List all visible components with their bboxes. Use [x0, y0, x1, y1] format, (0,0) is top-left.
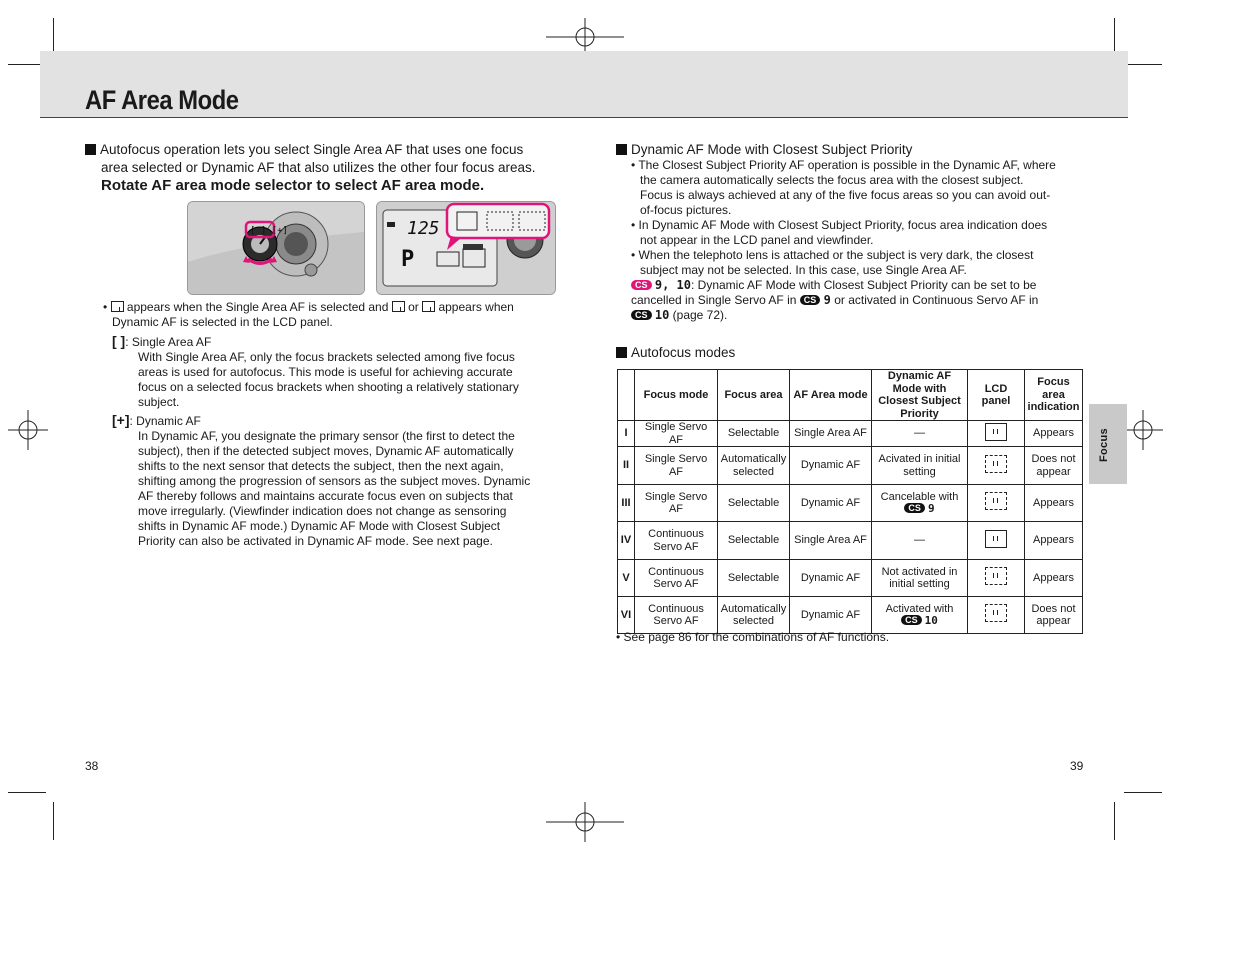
intro-paragraph: Autofocus operation lets you select Single Area AF that uses one focus area selected or Dynamic AF that also utilizes the other four focus areas.	[85, 141, 565, 176]
single-area-bracket-icon: [ ]	[112, 333, 126, 349]
lcd-dynamic-area-icon	[985, 455, 1007, 473]
single-area-icon	[111, 301, 124, 312]
lcd-single-area-icon	[985, 423, 1007, 441]
svg-text:125: 125	[407, 218, 440, 239]
svg-text:[ ] [+]: [ ] [+]	[250, 226, 288, 236]
column-header: Focus mode	[635, 370, 718, 421]
column-header: Focus area indication	[1025, 370, 1083, 421]
closest-subject-bullets	[631, 158, 1091, 278]
lcd-panel-photo	[376, 201, 556, 295]
list-item: • When the telephoto lens is attached or the subject is very dark, the closest subject may not be selected. In this case, use Single Area AF.	[631, 248, 1034, 277]
crop-mark	[1124, 64, 1162, 65]
table-header-row	[618, 370, 1083, 421]
lcd-dynamic-area-icon	[985, 567, 1007, 585]
column-header: Dynamic AF Mode with Closest Subject Priority	[872, 370, 968, 421]
table-row: V Continuous Servo AF Selectable Dynamic AF Not activated in initial setting Appears	[618, 560, 1083, 597]
lcd-dynamic-area-icon	[985, 492, 1007, 510]
table-row: I Single Servo AF Selectable Single Area AF — Appears	[618, 421, 1083, 447]
table-row: II Single Servo AF Automatically selected Dynamic AF Acivated in initial setting Does not appear	[618, 447, 1083, 485]
svg-text:P: P	[401, 247, 415, 272]
dynamic-area-icon	[422, 301, 435, 312]
registration-mark	[546, 802, 624, 842]
column-header: Focus area	[718, 370, 790, 421]
dynamic-area-section: [+]: Dynamic AF In Dynamic AF, you designate the primary sensor (the first to detect the subject), then if the detected subject moves, Dynamic AF automatically shifts to the next sensor that detects the subject, then the next again, shifting among the progression of sensors as the subject moves. Dynamic AF thereby follows and maintains accurate focus even on subjects that move irregularly. (Viewfinder indication does not change as sensoring shifts in Dynamic AF mode.) Dynamic AF Mode with Closest Subject Priority can also be activated in Dynamic AF mode. See next page.	[112, 413, 562, 549]
custom-setting-badge: CS	[800, 295, 821, 305]
custom-setting-note: CS 9, 10: Dynamic AF Mode with Closest Subject Priority can be set to be cancelled in Single Servo AF in CS 9 or activated in Continuous Servo AF in CS 10 (page 72).	[631, 278, 1039, 322]
dynamic-area-body: In Dynamic AF, you designate the primary sensor (the first to detect the subject), then if the detected subject moves, Dynamic AF automatically shifts to the next sensor that detects the subject, then the next again, shifting among the progression of sensors as the subject moves. Dynamic AF thereby follows and maintains accurate focus even on subjects that move irregularly. (Viewfinder indication does not change as sensoring shifts in Dynamic AF mode.) Dynamic AF Mode with Closest Subject Priority can also be activated in Dynamic AF mode. See next page.	[138, 429, 531, 548]
dynamic-area-bracket-icon: [+]	[112, 412, 130, 428]
bullet-square-icon	[85, 144, 96, 155]
lcd-note: • appears when the Single Area AF is selected and or appears when Dynamic AF is selected in the LCD panel.	[103, 300, 514, 329]
crop-mark	[1114, 802, 1115, 840]
crop-mark	[8, 792, 46, 793]
lcd-dynamic-area-icon	[985, 604, 1007, 622]
lcd-single-area-icon	[985, 530, 1007, 548]
single-area-body: With Single Area AF, only the focus brackets selected among five focus areas is used for autofocus. This mode is useful for achieving accurate focus on a selected focus brackets when shooting a relatively stationary subject.	[138, 350, 519, 409]
bullet-square-icon	[616, 144, 627, 155]
list-item: • In Dynamic AF Mode with Closest Subject Priority, focus area indication does not appear in the LCD panel and viewfinder.	[631, 218, 1048, 247]
custom-setting-badge: CS	[631, 280, 652, 290]
section-closest-subject-title: Dynamic AF Mode with Closest Subject Priority	[616, 141, 912, 159]
column-header: AF Area mode	[790, 370, 872, 421]
page-number-right: 39	[1070, 759, 1084, 773]
column-header: LCD panel	[968, 370, 1025, 421]
table-row: IV Continuous Servo AF Selectable Single Area AF — Appears	[618, 522, 1083, 560]
autofocus-modes-table	[617, 369, 1083, 634]
crop-mark	[53, 802, 54, 840]
section-side-tab: Focus	[1089, 404, 1127, 484]
registration-mark	[1123, 410, 1163, 450]
page-number-left: 38	[85, 759, 99, 773]
instruction-heading: Rotate AF area mode selector to select AF area mode.	[101, 177, 485, 194]
crop-mark	[1124, 792, 1162, 793]
single-area-section: [ ]: Single Area AF With Single Area AF, only the focus brackets selected among five focus areas is used for autofocus. This mode is useful for achieving accurate focus on a selected focus brackets when shooting a relatively stationary subject.	[112, 334, 562, 410]
section-autofocus-modes-title: Autofocus modes	[616, 344, 735, 362]
page-title: AF Area Mode	[85, 85, 239, 115]
bullet-square-icon	[616, 347, 627, 358]
custom-setting-badge: CS	[904, 503, 925, 513]
dynamic-area-icon	[392, 301, 405, 312]
custom-setting-badge: CS	[901, 615, 922, 625]
table-row: III Single Servo AF Selectable Dynamic AF Cancelable with CS 9 Appears	[618, 485, 1083, 522]
registration-mark	[8, 410, 48, 450]
custom-setting-badge: CS	[631, 310, 652, 320]
af-selector-photo	[187, 201, 365, 295]
footnote: • See page 86 for the combinations of AF functions.	[616, 630, 890, 644]
table-row: VI Continuous Servo AF Automatically selected Dynamic AF Activated with CS 10 Does not appear	[618, 597, 1083, 634]
list-item: • The Closest Subject Priority AF operation is possible in the Dynamic AF, where the camera automatically selects the focus area with the closest subject. Focus is always achieved at any of the five focus areas so you can avoid out- of-focus pictures.	[631, 158, 1056, 217]
